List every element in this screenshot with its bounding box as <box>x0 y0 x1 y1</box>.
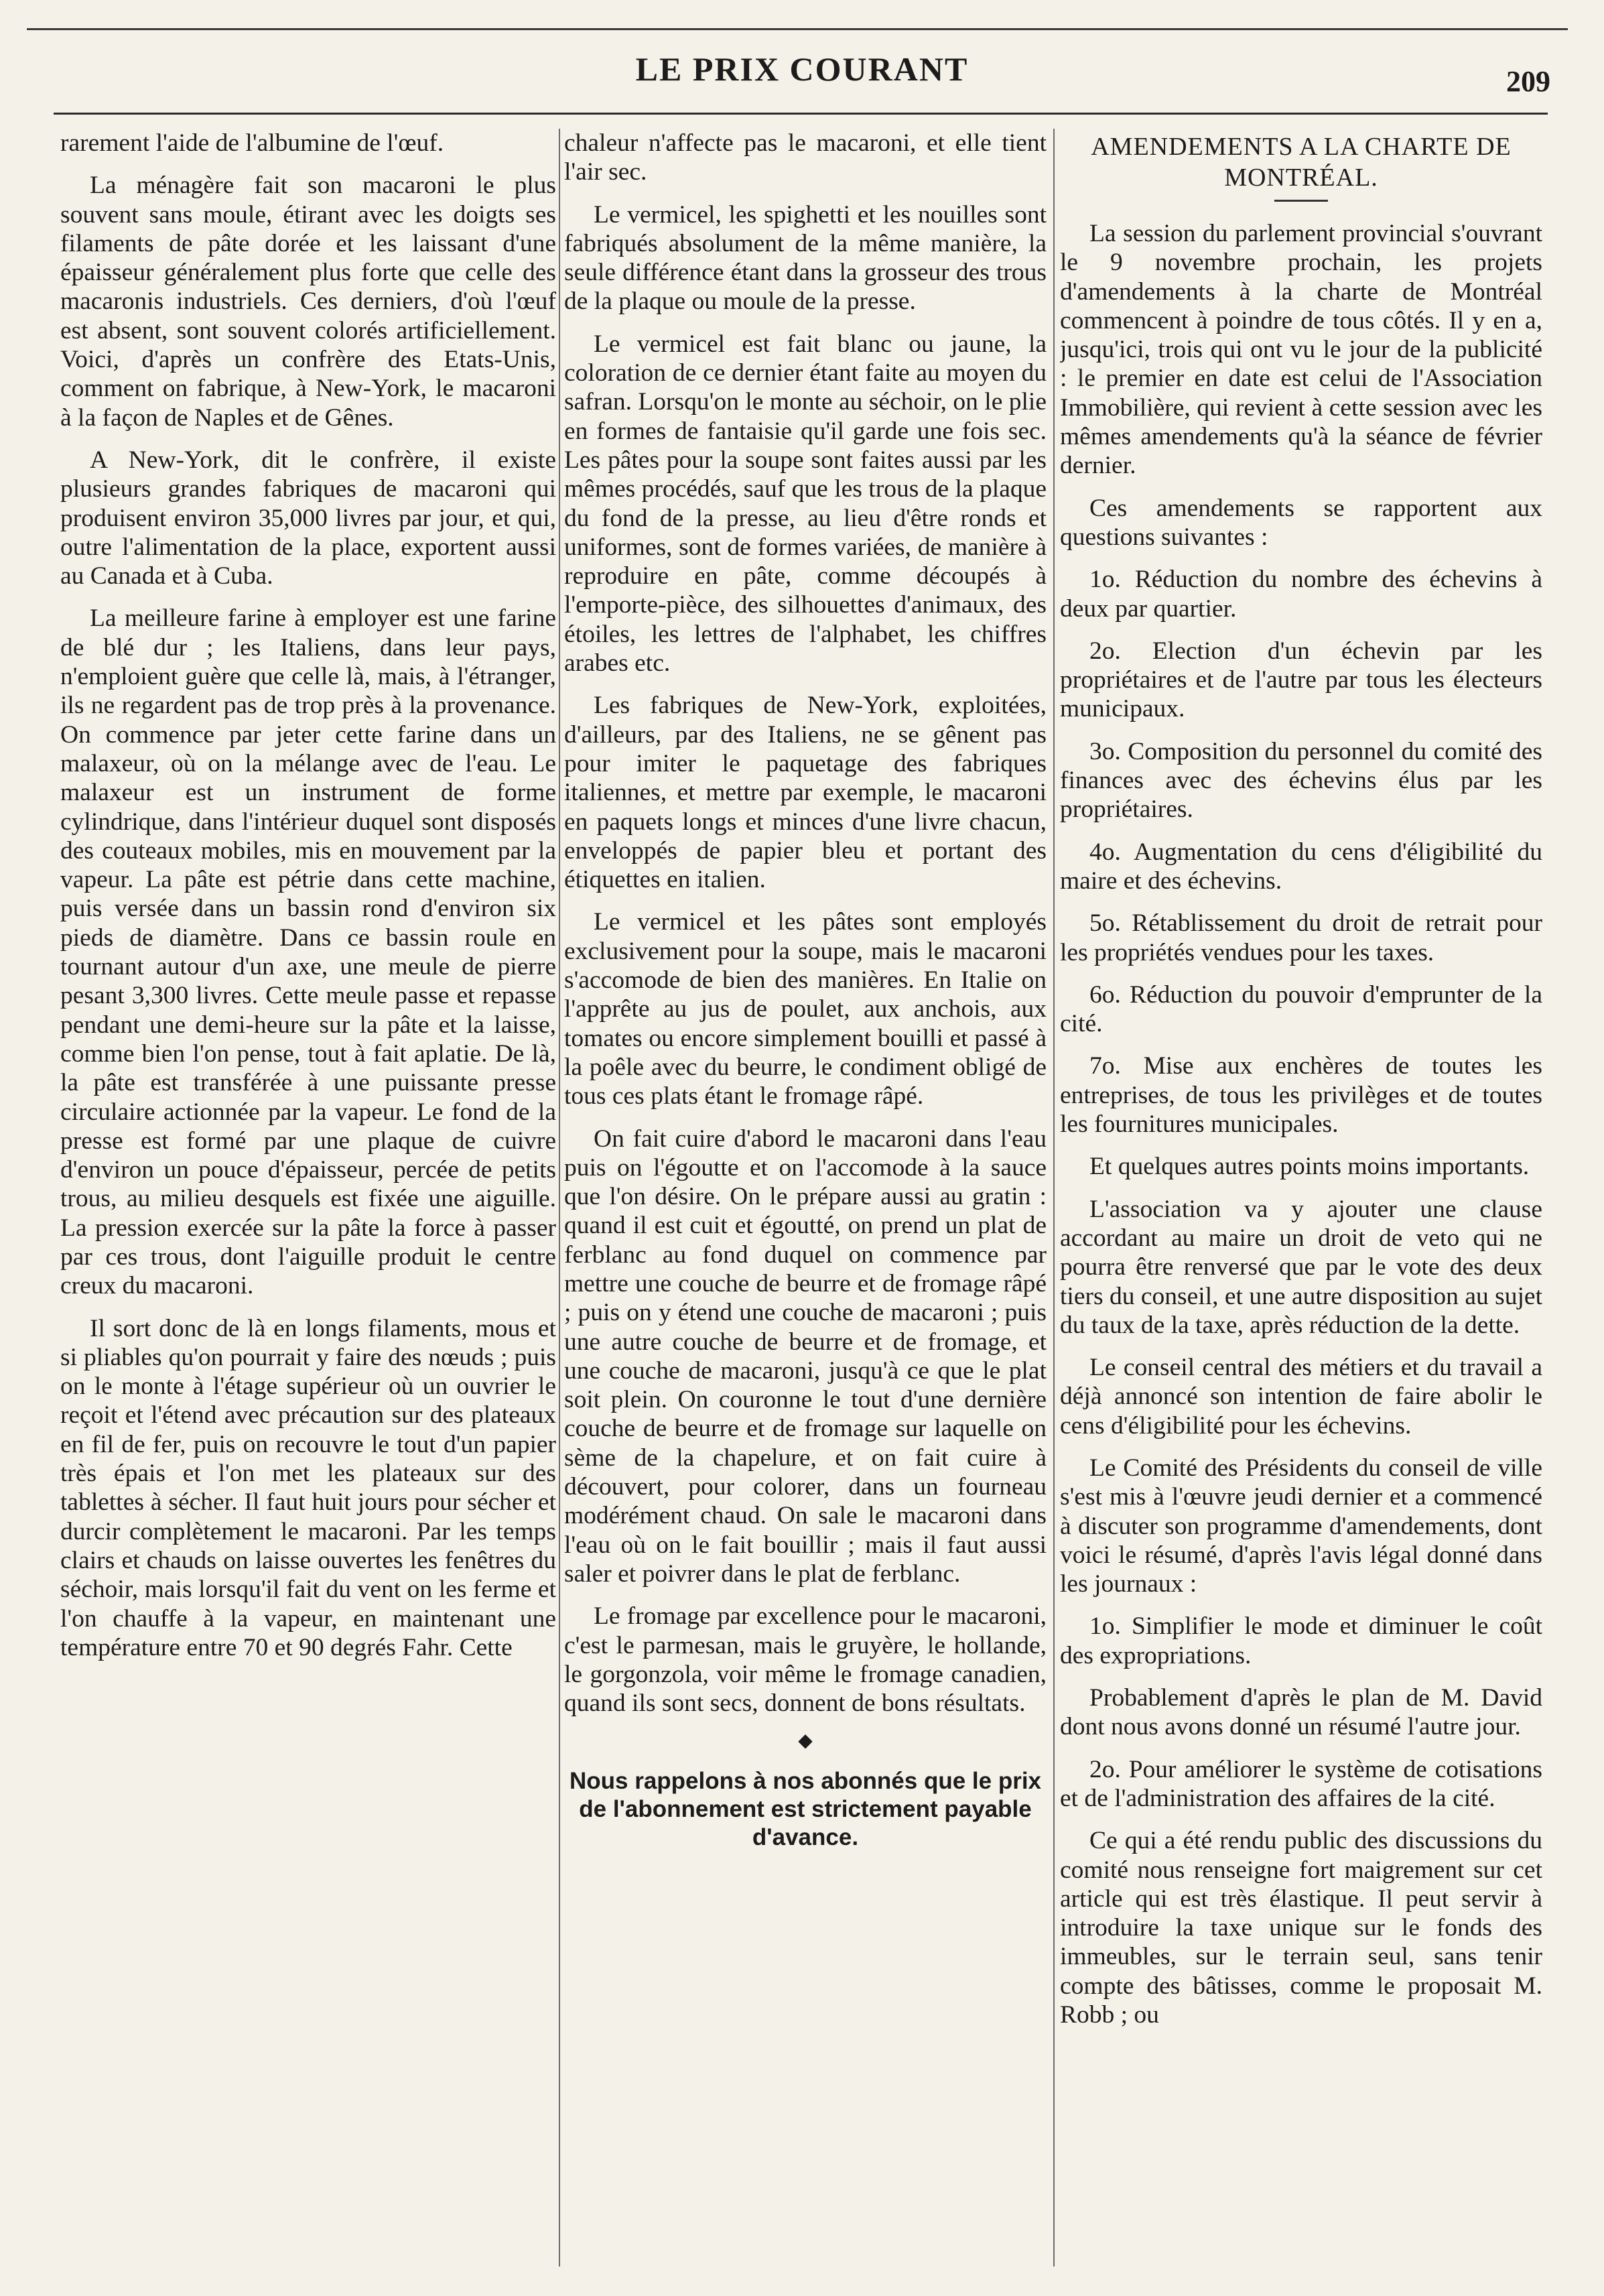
paragraph: On fait cuire d'abord le macaroni dans l'eau puis on l'égoutte et on l'accomode à la sauce que l'on désire. On le prépare aussi au gratin : quand il est cuit et égoutté, on prend un plat de ferblanc au fond duquel on commence par mettre une couche de beurre et de fromage râpé ; puis on y étend une couche de macaroni ; puis une autre couche de beurre et de fromage, et une couche de macaroni, jusqu'à ce que le plat soit plein. On couronne le tout d'une dernière couche de beurre et de fromage sur laquelle on sème de la chapelure, et on fait cuire à découvert, pour colorer, dans un fourneau modérément chaud. On sale le macaroni dans l'eau où on le fait bouillir ; mais il faut aussi saler et poivrer dans le plat de ferblanc. <box>564 1125 1047 1588</box>
list-item: 1o. Réduction du nombre des échevins à deux par quartier. <box>1060 566 1542 623</box>
paragraph: Et quelques autres points moins importants. <box>1089 1153 1530 1181</box>
column-1 <box>60 129 556 2267</box>
list-item: 4o. Augmentation du cens d'éligibilité du maire et des échevins. <box>1060 838 1542 895</box>
paragraph: La session du parlement provincial s'ouvrant le 9 novembre prochain, les projets d'amendements à la charte de Montréal commencent à poindre de tous côtés. Il y en a, jusqu'ici, trois qui ont vu le jour de la publicité : le premier en date est celui de l'Association Immobilière, qui revient à cette session avec les mêmes amendements qu'à la séance de février dernier. <box>1060 220 1542 480</box>
paragraph: Probablement d'après le plan de M. David dont nous avons donné un résumé l'autre jour. <box>1060 1684 1542 1741</box>
paragraph: Le Comité des Présidents du conseil de ville s'est mis à l'œuvre jeudi dernier et a commencé à discuter son programme d'amendements, dont voici le résumé, d'après l'avis légal donné dans les journaux : <box>1060 1454 1542 1598</box>
page-header <box>0 0 1604 127</box>
paragraph: La meilleure farine à employer est une farine de blé dur ; les Italiens, dans leur pays, n'emploient guère que celle là, mais, à l'étranger, ils ne regardent pas de trop près à la provenance. On commence par jeter cette farine dans un malaxeur, où on la mélange avec de l'eau. Le malaxeur est un instrument de forme cylindrique, dans l'intérieur duquel sont disposés des couteaux mobiles, mis en mouvement par la vapeur. La pâte est pétrie dans cette machine, puis versée dans un bassin rond d'environ six pieds de diamètre. Dans ce bassin roule en tournant autour d'un axe, une meule de pierre pesant 3,300 livres. Cette meule passe et repasse pendant une demi-heure sur la pâte et la laisse, comme bien l'on pense, tout à fait aplatie. De là, la pâte est transférée à une puissante presse circulaire actionnée par la vapeur. Le fond de la presse est formé par une plaque de cuivre d'environ un pouce d'épaisseur, percée de petits trous, au milieu desquels est fixée une aiguille. La pression exercée sur la pâte la force à passer par ces trous, dont l'aiguille produit le centre creux du macaroni. <box>60 604 556 1300</box>
list-item: 2o. Election d'un échevin par les propriétaires et de l'autre par tous les électeurs municipaux. <box>1060 637 1542 723</box>
paragraph: Il sort donc de là en longs filaments, mous et si pliables qu'on pourrait y faire des nœuds ; puis on le monte à l'étage supérieur où un ouvrier le reçoit et l'étend avec précaution sur des plateaux en fil de fer, puis on recouvre le tout d'un papier très épais et l'on met les plateaux sur des tablettes à sécher. Il faut huit jours pour sécher et durcir complètement le macaroni. Par les temps clairs et chauds on laisse ouvertes les fenêtres du séchoir, mais lorsqu'il fait du vent on les ferme et l'on chauffe à la vapeur, en maintenant une température entre 70 et 90 degrés Fahr. Cette <box>60 1314 556 1661</box>
paragraph: Le conseil central des métiers et du travail a déjà annoncé son intention de faire abolir le cens d'éligibilité pour les échevins. <box>1060 1354 1542 1440</box>
paragraph: chaleur n'affecte pas le macaroni, et elle tient l'air sec. <box>564 129 1047 186</box>
list-item: 5o. Rétablissement du droit de retrait pour les propriétés vendues pour les taxes. <box>1060 909 1542 966</box>
page-number: 209 <box>1506 65 1550 98</box>
paragraph: Le fromage par excellence pour le macaroni, c'est le parmesan, mais le gruyère, le hollande, le gorgonzola, voir même le fromage canadien, quand ils sont secs, donnent de bons résultats. <box>564 1602 1047 1718</box>
column-separator-1 <box>559 129 560 2267</box>
list-item: 1o. Simplifier le mode et diminuer le coût des expropriations. <box>1060 1612 1542 1669</box>
column-3 <box>1060 129 1542 2267</box>
paragraph: L'association va y ajouter une clause accordant au maire un droit de veto qui ne pourra être renversé que par le vote des deux tiers du conseil, et une autre disposition au sujet du taux de la taxe, après réduction de la dette. <box>1060 1195 1542 1339</box>
list-item: 6o. Réduction du pouvoir d'emprunter de la cité. <box>1060 980 1542 1038</box>
list-item: 2o. Pour améliorer le système de cotisations et de l'administration des affaires de la cité. <box>1060 1755 1542 1812</box>
paragraph: Les fabriques de New-York, exploitées, d'ailleurs, par des Italiens, ne se gênent pas pour imiter le paquetage des fabriques italiennes, et mettre par exemple, le macaroni en paquets longs et minces d'une livre chacun, enveloppés de papier bleu et portant des étiquettes en italien. <box>564 692 1047 894</box>
column-separator-2 <box>1053 129 1055 2267</box>
article-heading: AMENDEMENTS A LA CHARTE DE MONTRÉAL. <box>1091 133 1512 192</box>
heading-divider <box>1274 200 1328 202</box>
paragraph: Ce qui a été rendu public des discussions du comité nous renseigne fort maigrement sur cet article qui est très élastique. Il peut servir à introduire la taxe unique sur le fonds des immeubles, sur le terrain seul, sans tenir compte des bâtisses, comme le proposait M. Robb ; ou <box>1060 1827 1542 2029</box>
header-rule <box>54 113 1548 115</box>
paragraph: Le vermicel est fait blanc ou jaune, la coloration de ce dernier étant faite au moyen du safran. Lorsqu'on le monte au séchoir, on le plie en formes de fantaisie qu'il garde une fois sec. Les pâtes pour la soupe sont faites aussi par les mêmes procédés, sauf que les trous de la plaque du fond de la presse, au lieu d'être ronds et uniformes, sont de formes variées, de manière à reproduire en pâte, comme découpés à l'emporte-pièce, des silhouettes d'animaux, des étoiles, les lettres de l'alphabet, les chiffres arabes etc. <box>564 330 1047 678</box>
subscription-notice: Nous rappelons à nos abonnés que le prix de l'abonnement est strictement payable d'avance. <box>569 1768 1042 1851</box>
paragraph: Le vermicel et les pâtes sont employés exclusivement pour la soupe, mais le macaroni s'accomode de bien des manières. En Italie on l'apprête au jus de poulet, aux anchois, aux tomates ou encore simplement bouilli et passé à la poêle avec du beurre, le condiment obligé de tous ces plats étant le fromage râpé. <box>564 908 1047 1110</box>
ornament-divider: ◆ <box>798 1730 813 1752</box>
paragraph: rarement l'aide de l'albumine de l'œuf. <box>60 129 444 157</box>
paragraph: Ces amendements se rapportent aux questions suivantes : <box>1060 494 1542 551</box>
paragraph: Le vermicel, les spighetti et les nouilles sont fabriqués absolument de la même manière, la seule différence étant dans la grosseur des trous de la plaque ou moule de la presse. <box>564 200 1047 316</box>
top-rule <box>27 28 1568 30</box>
paragraph: A New-York, dit le confrère, il existe plusieurs grandes fabriques de macaroni qui produisent environ 35,000 livres par jour, et qui, outre l'alimentation de la place, exportent aussi au Canada et à Cuba. <box>60 446 556 590</box>
column-2 <box>564 129 1047 2267</box>
list-item: 7o. Mise aux enchères de toutes les entreprises, de tous les privilèges et de toutes les fournitures municipales. <box>1060 1052 1542 1139</box>
newspaper-title: LE PRIX COURANT <box>635 50 969 88</box>
list-item: 3o. Composition du personnel du comité des finances avec des échevins élus par les propriétaires. <box>1060 737 1542 824</box>
paragraph: La ménagère fait son macaroni le plus souvent sans moule, étirant avec les doigts ses filaments de pâte dorée et les laissant d'une épaisseur généralement plus forte que celle des macaronis industriels. Ces derniers, d'où l'œuf est absent, sont souvent colorés artificiellement. Voici, d'après un confrère des Etats-Unis, comment on fabrique, à New-York, le macaroni à la façon de Naples et de Gênes. <box>60 172 556 432</box>
